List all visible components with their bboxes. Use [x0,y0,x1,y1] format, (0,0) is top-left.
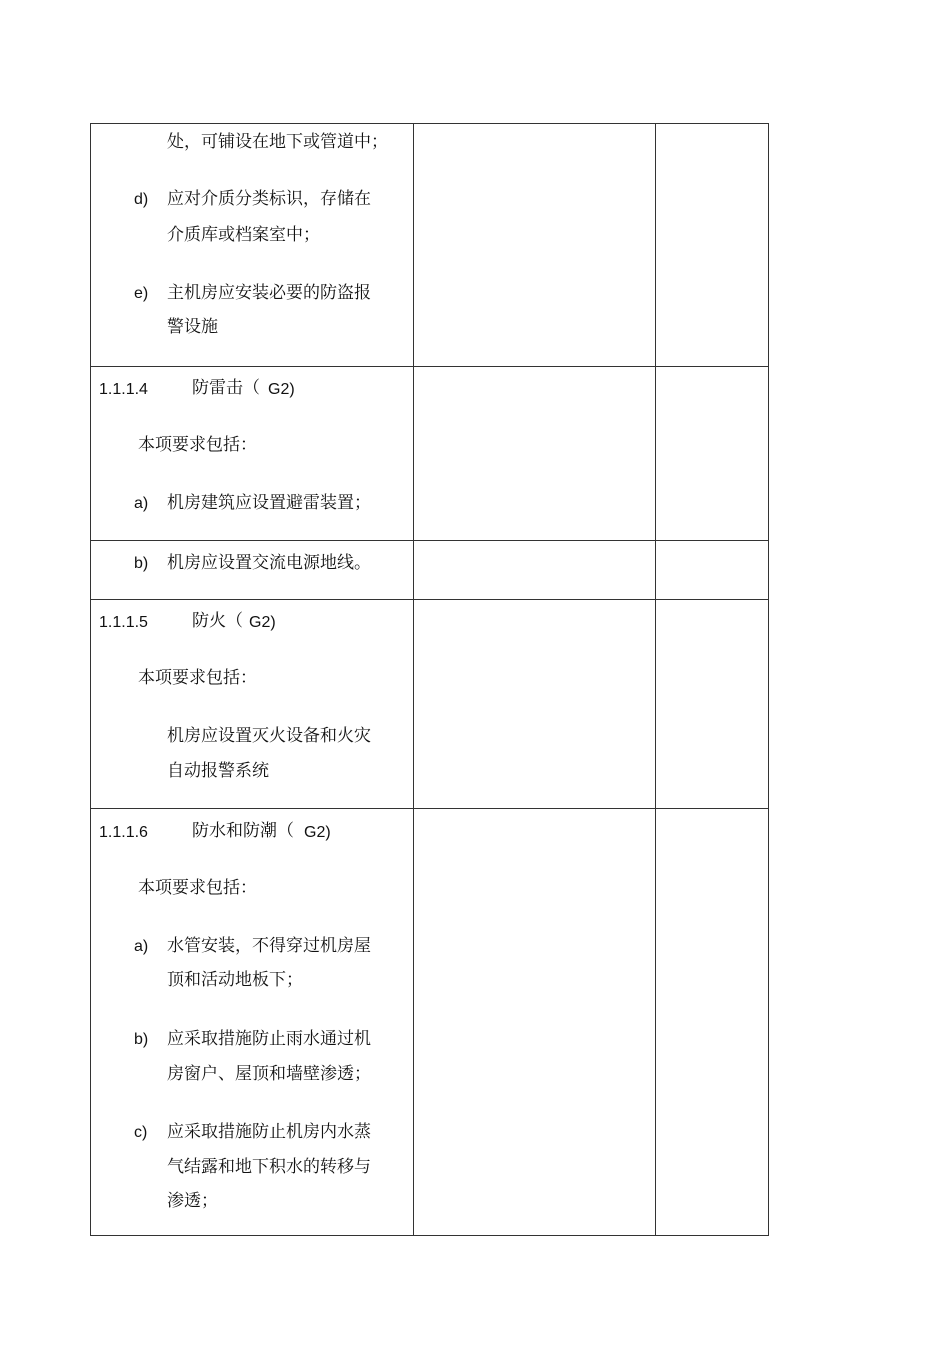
item-a-text: 机房建筑应设置避雷装置； [167,493,371,513]
item-b-line1: 应采取措施防止雨水通过机 [167,1029,371,1049]
item-c-line1: 应采取措施防止机房内水蒸 [167,1122,371,1142]
section-number: 1.1.1.4 [99,381,148,398]
section-title: 防水和防潮（ [192,821,294,841]
item-marker-a: a) [134,938,149,955]
section-intro: 本项要求包括： [138,435,257,455]
section-title: 防火（ [192,611,243,631]
item-marker-b: b) [134,1031,149,1048]
table-row [91,541,769,600]
requirement-cell [91,367,414,541]
item-a-line2: 顶和活动地板下； [167,970,303,990]
item-b-text: 机房应设置交流电源地线。 [167,553,371,573]
item-marker-a: a) [134,495,149,512]
section-intro: 本项要求包括： [138,668,257,688]
item-marker-b: b) [134,555,149,572]
requirement-cell [91,809,414,1236]
item-b-line2: 房窗户、屋顶和墙壁渗透； [167,1064,371,1084]
section-code: G2) [268,381,295,398]
item-c-line3: 渗透； [167,1191,218,1211]
section-number: 1.1.1.5 [99,614,148,631]
result-cell [414,367,656,541]
item-e-line1: 主机房应安装必要的防盗报 [167,283,371,303]
item-d-line2: 介质库或档案室中； [167,225,320,245]
section-code: G2) [304,824,331,841]
remark-cell [656,124,769,367]
item-e-line2: 警设施 [167,317,218,337]
item-marker-d: d) [134,191,149,208]
continued-text: 处，可铺设在地下或管道中； [167,132,388,152]
remark-cell [656,809,769,1236]
item-c-line2: 气结露和地下积水的转移与 [167,1157,371,1177]
result-cell [414,124,656,367]
remark-cell [656,367,769,541]
requirements-table [90,123,769,1236]
result-cell [414,600,656,809]
section-number: 1.1.1.6 [99,824,148,841]
item-d-line1: 应对介质分类标识，存储在 [167,189,371,209]
table-row [91,809,769,1236]
requirement-cell [91,600,414,809]
item-a-line1: 水管安装，不得穿过机房屋 [167,936,371,956]
result-cell [414,541,656,600]
table-row [91,124,769,367]
table-row [91,367,769,541]
section-intro: 本项要求包括： [138,878,257,898]
item-marker-c: c) [134,1124,148,1141]
item-line2: 自动报警系统 [167,761,269,781]
requirement-cell [91,541,414,600]
result-cell [414,809,656,1236]
remark-cell [656,600,769,809]
requirement-cell [91,124,414,367]
remark-cell [656,541,769,600]
item-line1: 机房应设置灭火设备和火灾 [167,726,371,746]
section-code: G2) [249,614,276,631]
item-marker-e: e) [134,285,149,302]
section-title: 防雷击（ [192,378,260,398]
table-row [91,600,769,809]
